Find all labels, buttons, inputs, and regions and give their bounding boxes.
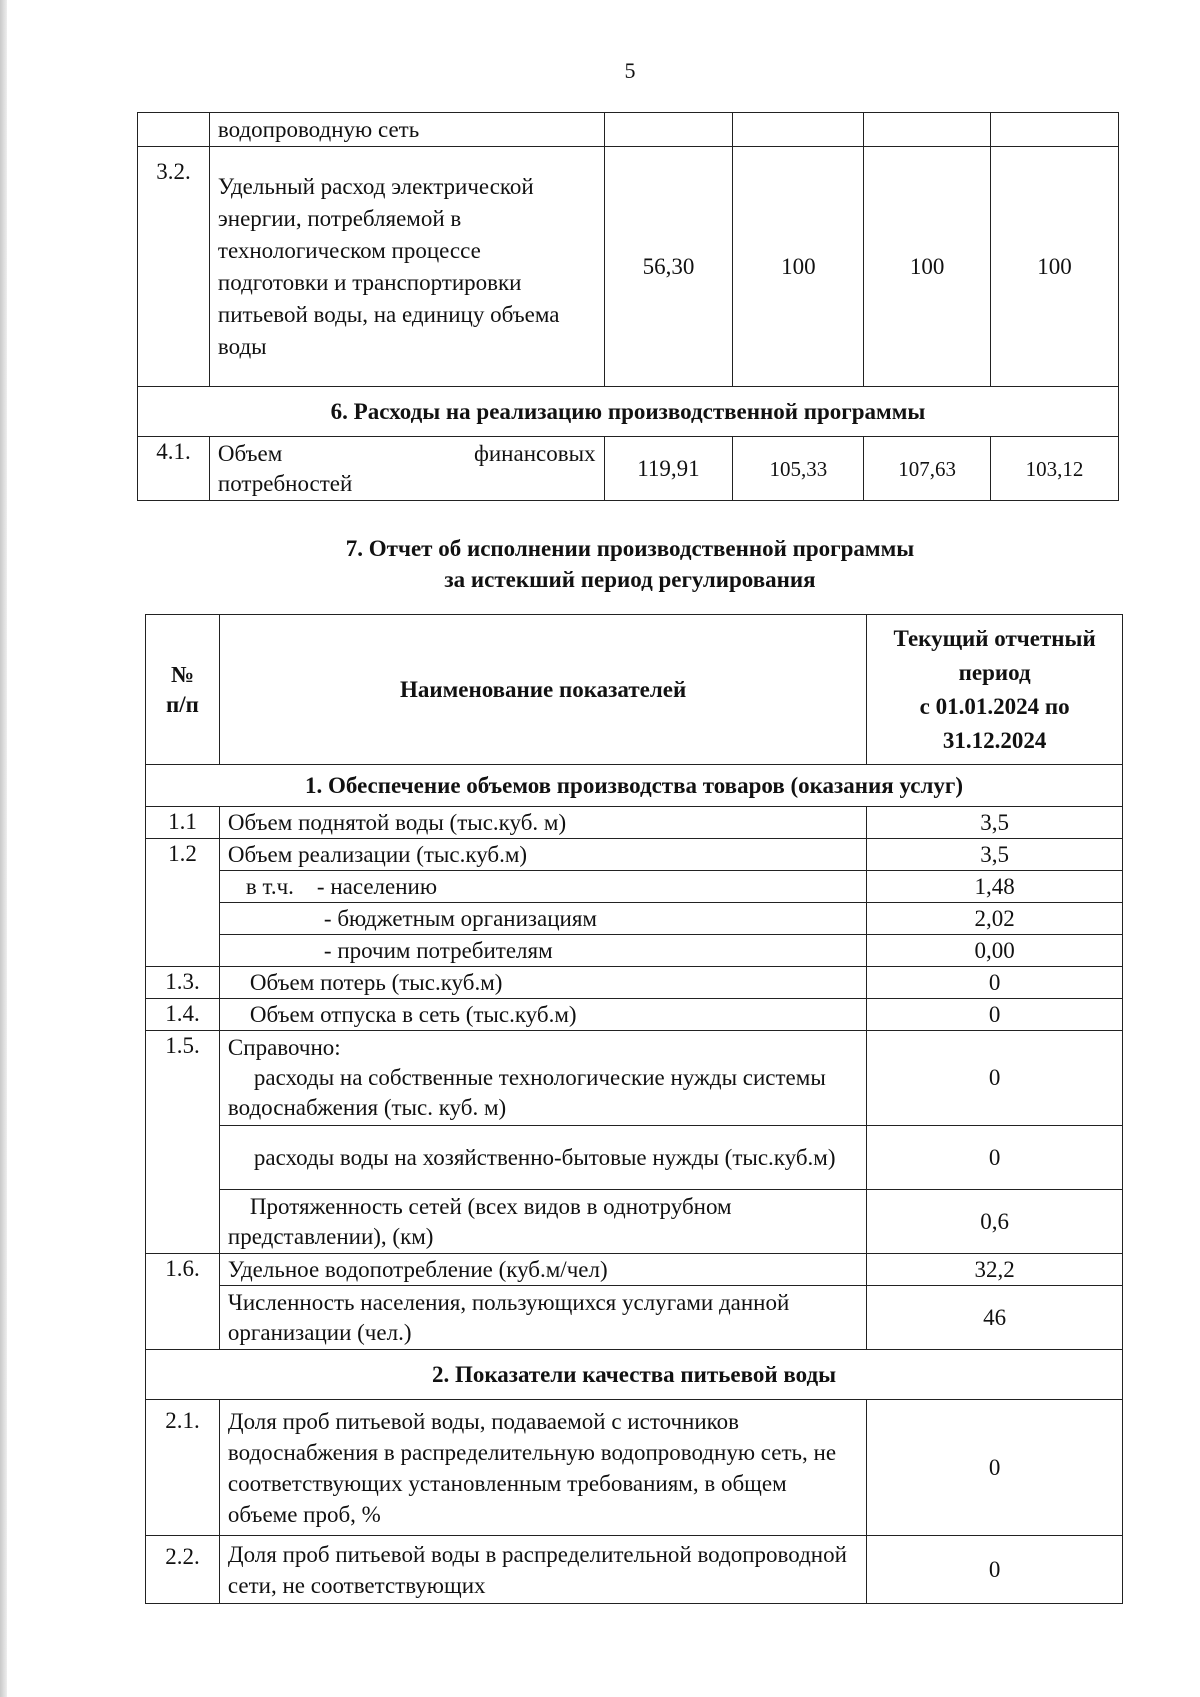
program-execution-report-table [145, 614, 1123, 1604]
value-cell: 0 [867, 967, 1123, 999]
value-cell: 3,5 [867, 839, 1123, 871]
table-row [146, 1286, 1123, 1350]
row-number: 1.3. [146, 967, 220, 999]
value-cell [604, 113, 733, 147]
section-7-title-line2: за истекший период регулирования [444, 567, 816, 592]
value-cell: 103,12 [991, 437, 1119, 501]
indicator-name-text: расходы на собственные технологические нужды системы водоснабжения (тыс. куб. м) [227, 1065, 826, 1120]
table-row [146, 839, 1123, 871]
row-number: 3.2. [138, 147, 210, 387]
section-row [138, 387, 1119, 437]
page-number: 5 [624, 58, 636, 83]
row-number: 2.1. [146, 1400, 220, 1536]
header-number-line: № [170, 661, 195, 687]
table-row [146, 1031, 1123, 1126]
section-row [146, 1350, 1123, 1400]
section-7-title-line1: 7. Отчет об исполнении производственной программы [345, 536, 915, 561]
row-number: 4.1. [138, 437, 210, 501]
section-heading: 2. Показатели качества питьевой воды [146, 1350, 1123, 1400]
scan-left-edge [0, 0, 7, 1697]
indicator-name [219, 1031, 866, 1126]
row-number: 1.5. [146, 1031, 220, 1254]
value-cell: 0 [867, 1126, 1123, 1190]
indicator-name: - бюджетным организациям [219, 903, 866, 935]
value-cell: 2,02 [867, 903, 1123, 935]
indicator-name: Численность населения, пользующихся услугами данной организации (чел.) [219, 1286, 866, 1350]
table-row [146, 903, 1123, 935]
value-cell: 105,33 [733, 437, 864, 501]
table-row [146, 1190, 1123, 1254]
value-cell: 0 [867, 999, 1123, 1031]
indicator-name: Объем отпуска в сеть (тыс.куб.м) [219, 999, 866, 1031]
indicator-name: в т.ч. - населению [219, 871, 866, 903]
reference-label: Справочно: [227, 1035, 341, 1060]
value-cell [864, 113, 991, 147]
table-row [146, 967, 1123, 999]
indicator-name: Доля проб питьевой воды, подаваемой с источников водоснабжения в распределительную водопроводную сеть, не соответствующих установленным требованиям, в общем объеме проб, % [219, 1400, 866, 1536]
table-row [138, 147, 1119, 387]
row-number: 1.1 [146, 807, 220, 839]
table-row [146, 1400, 1123, 1536]
indicator-name: водопроводную сеть [209, 113, 604, 147]
table-row [146, 807, 1123, 839]
table-row [138, 437, 1119, 501]
value-cell [733, 113, 864, 147]
header-row [146, 615, 1123, 765]
indicator-name: Объем реализации (тыс.куб.м) [219, 839, 866, 871]
section-row [146, 765, 1123, 807]
value-cell: 0 [867, 1536, 1123, 1604]
value-cell: 56,30 [604, 147, 733, 387]
section-7-title [150, 533, 1110, 595]
value-cell: 32,2 [867, 1254, 1123, 1286]
indicator-name-word: потребностей [217, 470, 353, 496]
indicator-name: расходы воды на хозяйственно-бытовые нужды (тыс.куб.м) [219, 1126, 866, 1190]
value-cell: 0 [867, 1031, 1123, 1126]
header-period-line: с 01.01.2024 по [919, 693, 1070, 719]
table-row [138, 113, 1119, 147]
value-cell [991, 113, 1119, 147]
value-cell: 3,5 [867, 807, 1123, 839]
row-number: 1.2 [146, 839, 220, 967]
value-cell: 46 [867, 1286, 1123, 1350]
header-period-line: Текущий отчетный [893, 625, 1096, 651]
header-number-line: п/п [166, 691, 199, 717]
indicator-name: Доля проб питьевой воды в распределительной водопроводной сети, не соответствующих [219, 1536, 866, 1604]
indicator-name-word: финансовых [473, 440, 596, 466]
value-cell: 0,00 [867, 935, 1123, 967]
indicator-name: Удельный расход электрической энергии, потребляемой в технологическом процессе подготовки и транспортировки питьевой воды, на единицу объема воды [209, 147, 604, 387]
indicator-name [209, 437, 604, 501]
value-cell: 0 [867, 1400, 1123, 1536]
indicator-name-word: Объем [217, 440, 283, 466]
production-program-table-continued [137, 112, 1119, 501]
table-row [146, 1126, 1123, 1190]
header-number [146, 615, 220, 765]
value-cell: 100 [733, 147, 864, 387]
value-cell: 119,91 [604, 437, 733, 501]
row-number: 1.4. [146, 999, 220, 1031]
table-row [146, 1536, 1123, 1604]
table-row [146, 871, 1123, 903]
section-heading: 6. Расходы на реализацию производственной программы [138, 387, 1119, 437]
indicator-name: Объем потерь (тыс.куб.м) [219, 967, 866, 999]
header-period [867, 615, 1123, 765]
row-number: 2.2. [146, 1536, 220, 1604]
section-heading: 1. Обеспечение объемов производства товаров (оказания услуг) [146, 765, 1123, 807]
indicator-name: Удельное водопотребление (куб.м/чел) [219, 1254, 866, 1286]
value-cell: 1,48 [867, 871, 1123, 903]
row-number: 1.6. [146, 1254, 220, 1350]
header-period-line: период [958, 659, 1031, 685]
header-name: Наименование показателей [219, 615, 866, 765]
indicator-name: Протяженность сетей (всех видов в однотрубном представлении), (км) [219, 1190, 866, 1254]
indicator-name: - прочим потребителям [219, 935, 866, 967]
row-number [138, 113, 210, 147]
header-period-line: 31.12.2024 [942, 727, 1047, 753]
value-cell: 100 [991, 147, 1119, 387]
value-cell: 107,63 [864, 437, 991, 501]
value-cell: 100 [864, 147, 991, 387]
value-cell: 0,6 [867, 1190, 1123, 1254]
table-row [146, 999, 1123, 1031]
table-row [146, 1254, 1123, 1286]
table-row [146, 935, 1123, 967]
indicator-name: Объем поднятой воды (тыс.куб. м) [219, 807, 866, 839]
